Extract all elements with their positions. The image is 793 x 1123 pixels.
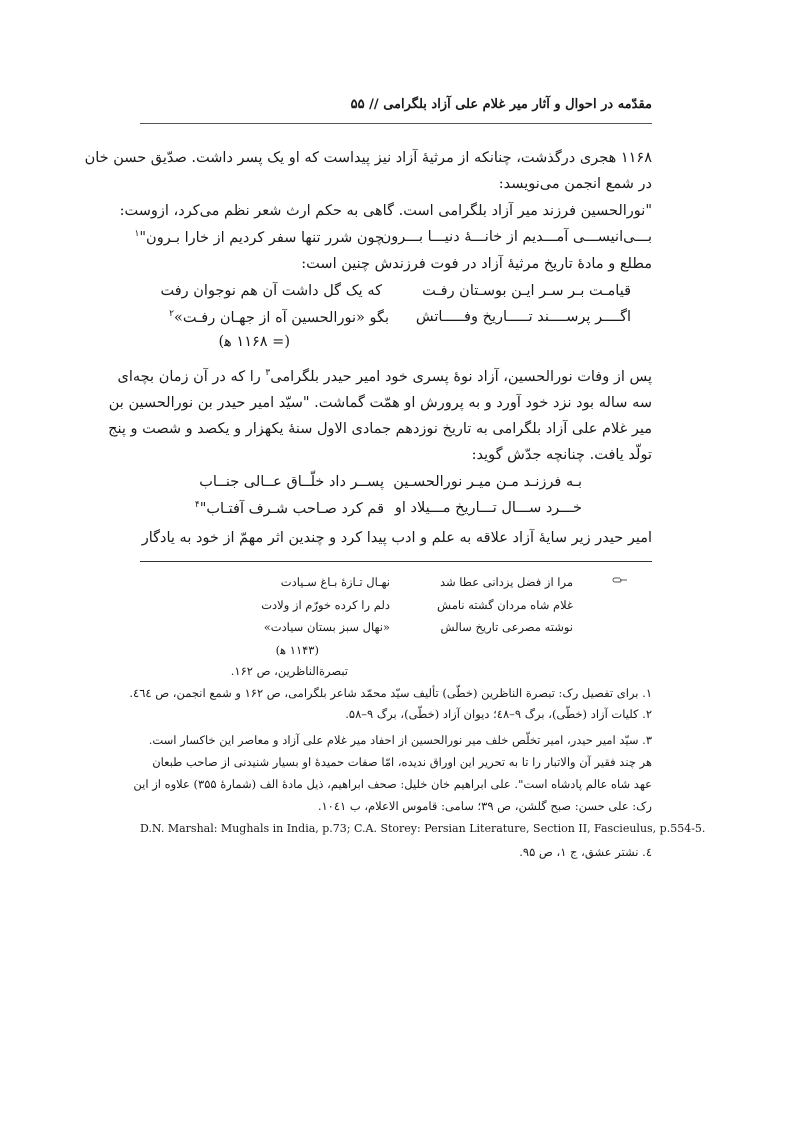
footnote-1: ۱. برای تفصیل رک: تبصرة الناظرین (خطّی) تألیف سیّد محمّد شاعر بلگرامی، ص ۱۶۲ و شمع انجمن، ص ٤٦٤. [129, 686, 652, 700]
body-line: میر غلام علی آزاد بلگرامی به تاریخ نوزدهم جمادی الاول سنهٔ یکهزار و یکصد و شصت و پنج [108, 421, 652, 437]
footnote-marker: ۴ [194, 500, 200, 510]
body-line: مطلع و مادهٔ تاریخ مرثیهٔ آزاد در فوت فرزندش چنین است: [301, 256, 652, 272]
quote-line: "نورالحسین فرزند میر آزاد بلگرامی است. گاهی به حکم ارث شعر نظم می‌کرد، ازوست: [119, 203, 652, 219]
verse-hemistich-left: که یک گل داشت آن هم نوجوان رفت [160, 283, 382, 299]
verse-hemistich-right: اگــــر پرســــند تـــــاریخ وفـــــاتش [415, 309, 631, 325]
verse-hemistich-left: بگو «نورالحسین آه از جهـان رفـت»$^۲$ [169, 309, 389, 326]
verse-hemistich-right: خـــرد ســـال تـــاریخ مـــیلاد او [394, 500, 582, 516]
footnote-verse-left: نهـال تـازهٔ بـاغ سـیادت [280, 575, 390, 589]
footnote-verse-right: مرا از فضل یزدانی عطا شد [439, 575, 573, 589]
verse-hemistich-left: پســر داد خلّــاق عــالی جنــاب [199, 474, 384, 490]
footnote-3: ۳. سیّد امیر حیدر، امیر تخلّص خلف میر نورالحسین از احفاد میر غلام علی آزاد و معاصر این خاکسار است. [148, 733, 652, 747]
footnote-3-cont: هر چند فقیر آن والاتبار را تا به تحریر این اوراق ندیده، امّا صفات حمیدهٔ او بسیار شنیدنی از صاحب طبعان [152, 755, 652, 769]
footnote-3-cont: رک: علی حسن: صبح گلشن، ص ۳۹؛ سامی: قاموس الاعلام، ب ۱۰٤۱. [317, 799, 652, 813]
body-line: در شمع انجمن می‌نویسد: [498, 176, 652, 192]
footnote-verse-left: «نهال سبز بستان سیادت» [263, 620, 390, 634]
date-annotation: (= ۱۱۶۸ ﻫ) [218, 334, 290, 350]
body-line: سه ساله بود نزد خود آورد و به پرورش او همّت گماشت. "سیّد امیر حیدر بن نورالحسین بن [108, 395, 652, 411]
header-rule [140, 123, 652, 124]
pointing-hand-icon [612, 575, 628, 585]
footnote-marker: ۲ [169, 309, 174, 319]
footnote-verse-right: غلام شاه مردان گشته نامش [437, 598, 573, 612]
footnote-verse-left: دلم را کرده خورّم از ولادت [261, 598, 390, 612]
footnote-marker: ۳ [265, 368, 271, 378]
verse-hemistich-right: بـــی‌انیســـی آمـــدیم از خانـــهٔ دنیـــا بـــرون [380, 229, 652, 245]
footnote-rule [140, 561, 652, 562]
footnote-3-cont: عهد شاه عالم پادشاه است". علی ابراهیم خان خلیل: صحف ابراهیم، ذیل مادهٔ الف (شمارهٔ ۳۵۵) علاوه از این [133, 777, 652, 791]
verse-hemistich-right: بـه فرزنـد مـن میـر نورالحسـین [393, 474, 582, 490]
verse-hemistich-left: قم کرد صـاحب شـرف آفتـاب"$^۴$ [194, 500, 384, 517]
footnote-3-latin-reference: D.N. Marshal: Mughals in India, p.73; C.A. Storey: Persian Literature, Section II, Fascieulus, p.554-5. [140, 822, 706, 835]
footnote-source: تبصرةالناظرین، ص ۱۶۲. [230, 664, 348, 678]
footnote-date: (۱۱۴۳ ﻫ) [275, 643, 319, 657]
running-header: مقدّمه در احوال و آثار میر غلام علی آزاد بلگرامی // ۵۵ [350, 97, 652, 112]
footnote-verse-right: نوشته مصرعی تاریخ سالش [440, 620, 573, 634]
body-line: ۱۱۶۸ هجری درگذشت، چنانکه از مرثیهٔ آزاد نیز پیداست که او یک پسر داشت. صدّیق حسن خان [84, 150, 652, 166]
verse-hemistich-right: قیامـت بـر سـر ایـن بوسـتان رفـت [422, 283, 631, 299]
body-line: پس از وفات نورالحسین، آزاد نوهٔ پسری خود امیر حیدر بلگرامی$^۳$ را که در آن زمان بچه‌ای [117, 368, 652, 385]
footnote-2: ۲. کلیات آزاد (خطّی)، برگ ۹–٤۸؛ دیوان آزاد (خطّی)، برگ ۹–۵۸. [345, 707, 652, 721]
footnote-4: ٤. نشتر عشق، ج ۱، ص ۹۵. [519, 845, 652, 859]
body-line: امیر حیدر زیر سایهٔ آزاد علاقه به علم و ادب پیدا کرد و چندین اثر مهمّ از خود به یادگار [141, 530, 652, 546]
footnote-marker: ۱ [134, 229, 140, 239]
body-line: تولّد یافت. چنانچه جدّش گوید: [471, 447, 652, 463]
verse-hemistich-left: چون شرر تنها سفر کردیم از خارا بـرون"$^۱$ [134, 229, 384, 246]
